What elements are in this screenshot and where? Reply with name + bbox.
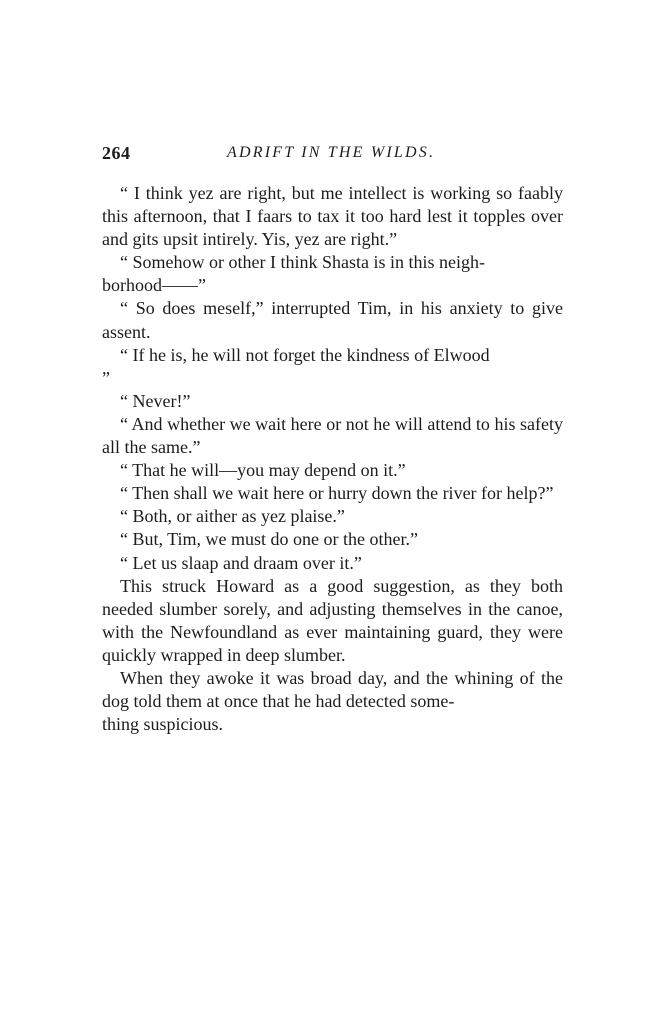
paragraph: “ Both, or aither as yez plaise.” <box>120 506 345 527</box>
paragraph: “ If he is, he will not forget the kindness of Elwood ” <box>102 344 490 388</box>
page-header <box>102 141 562 165</box>
paragraph: “ Somehow or other I think Shasta is in this neigh- borhood——” <box>102 252 485 296</box>
paragraph: When they awoke it was broad day, and the whining of the dog told them at once that he had detected some- thing suspicious. <box>102 667 563 735</box>
paragraph: “ Then shall we wait here or hurry down the river for help?” <box>120 483 554 504</box>
running-title: ADRIFT IN THE WILDS. <box>227 144 436 161</box>
paragraph: This struck Howard as a good suggestion, as they both needed slumber sorely, and adjusting themselves in the canoe, with the Newfoundland as ever maintaining guard, they were quickly wrapped in deep slumber. <box>102 575 563 665</box>
paragraph: “ And whether we wait here or not he will attend to his safety all the same.” <box>102 413 563 458</box>
paragraph: “ Never!” <box>120 390 191 411</box>
page-body <box>102 182 563 736</box>
paragraph: “ That he will—you may depend on it.” <box>120 460 406 481</box>
paragraph: “ But, Tim, we must do one or the other.” <box>120 529 418 550</box>
page-number: 264 <box>102 143 131 163</box>
paragraph: “ So does meself,” interrupted Tim, in his anxiety to give assent. <box>102 298 563 342</box>
paragraph: “ Let us slaap and draam over it.” <box>120 552 362 573</box>
paragraph: “ I think yez are right, but me intellect is working so faably this afternoon, that I faars to tax it too hard lest it topples over and gits upsit intirely. Yis, yez are right.” <box>102 183 563 250</box>
